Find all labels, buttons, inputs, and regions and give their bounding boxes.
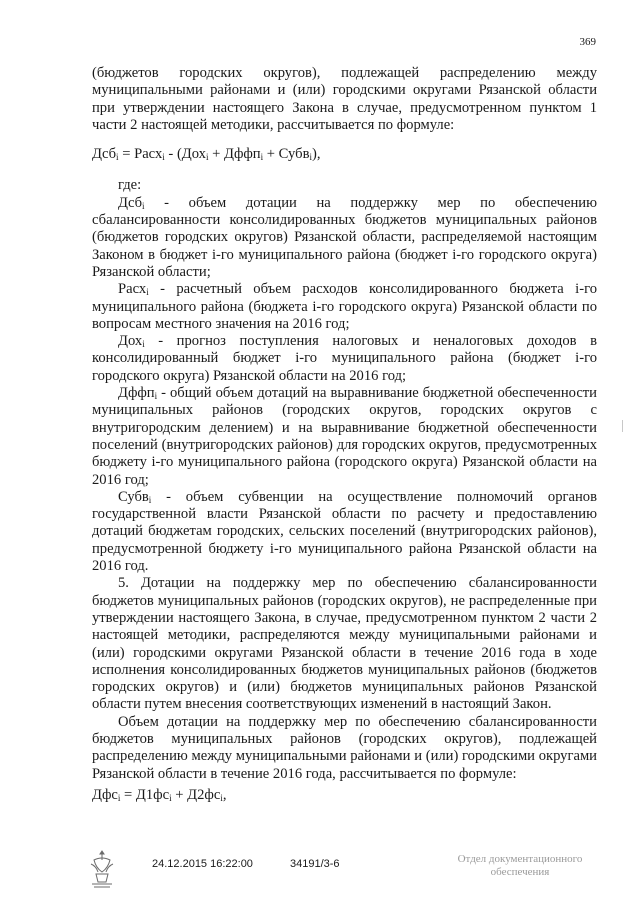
footer-department: Отдел документационного обеспечения <box>457 853 583 878</box>
paragraph-5: 5. Дотации на поддержку мер по обеспечению сбалансированности бюджетов муниципальных районов (городских округов), не распределенные при утверждении настоящего Закона, в случае, предусмотренном пунктом 2 части 2 настоящей методики, распределяются между муниципальными районами и (или) городскими округами Рязанской области в течение 2016 года в ходе исполнения консолидированных бюджетов муниципальных районов (бюджетов городских округов) и (или) бюджетов муниципальных районов Рязанской области путем внесения соответствующих изменений в настоящий Закон. <box>92 575 597 713</box>
definition-doh: Дох$_i$ - прогноз поступления налоговых и неналоговых доходов в консолидированный бюджет i-го муниципального района (бюджет i-го городского округа) Рязанской области на 2016 год; <box>92 333 597 384</box>
definition-subv: Субв$_i$ - объем субвенции на осуществление полномочий органов государственной власти Рязанской области по расчету и предоставлению дотаций бюджетам городских, сельских поселений (внутригородских районов), предусмотренной бюджету i-го муниципального района Рязанской области на 2016 год. <box>92 488 597 575</box>
where-label: где: <box>118 177 142 194</box>
definition-rash: Расх$_i$ - расчетный объем расходов консолидированного бюджета i-го муниципального района (бюджета i-го городского округа) Рязанской области по вопросам местного значения на 2016 год; <box>92 281 597 332</box>
definition-dffp: Дффп$_i$ - общий объем дотаций на выравнивание бюджетной обеспеченности муниципальных районов (городских округов, городских округов с внутригородским делением) и на выравнивание бюджетной обеспеченности поселений (внутригородских районов) для городских округов, предусмотренных бюджету i-го муниципального района (городского округа) Рязанской области на 2016 год; <box>92 385 597 488</box>
footer-doc-number: 34191/3-6 <box>290 858 340 870</box>
definition-dsb: Дсб$_i$ - объем дотации на поддержку мер по обеспечению сбалансированности консолидированных бюджетов муниципальных районов (бюджетов городских округов) Рязанской области, распределяемой настоящим Законом в бюджет i-го муниципального района (бюджет i-го городского округа) Рязанской области; <box>92 194 597 280</box>
coat-of-arms-icon <box>88 848 116 892</box>
document-footer <box>0 848 640 898</box>
margin-mark <box>622 420 623 432</box>
footer-datetime: 24.12.2015 16:22:00 <box>152 858 253 870</box>
document-body <box>92 65 597 804</box>
formula-dfs: $Дфс_i = Д1фс_i + Д2фс_i$, <box>92 786 227 803</box>
paragraph-intro: (бюджетов городских округов), подлежащей распределению между муниципальными районами и (или) городскими округами Рязанской области при утверждении настоящего Закона в случае, предусмотренном пунктом 1 части 2 настоящей методики, рассчитывается по формуле: <box>92 65 597 133</box>
formula-dsb: Дсб$_i$ = Расх$_i$ - (Дох$_i$ + Дффп$_i$ + Субв$_i$), <box>92 146 321 163</box>
page-number: 369 <box>579 36 596 48</box>
paragraph-volume: Объем дотации на поддержку мер по обеспечению сбалансированности бюджетов муниципальных районов (городских округов), подлежащей распределению между муниципальными районами и (или) городскими округами Рязанской области в течение 2016 года, рассчитывается по формуле: <box>92 713 597 782</box>
